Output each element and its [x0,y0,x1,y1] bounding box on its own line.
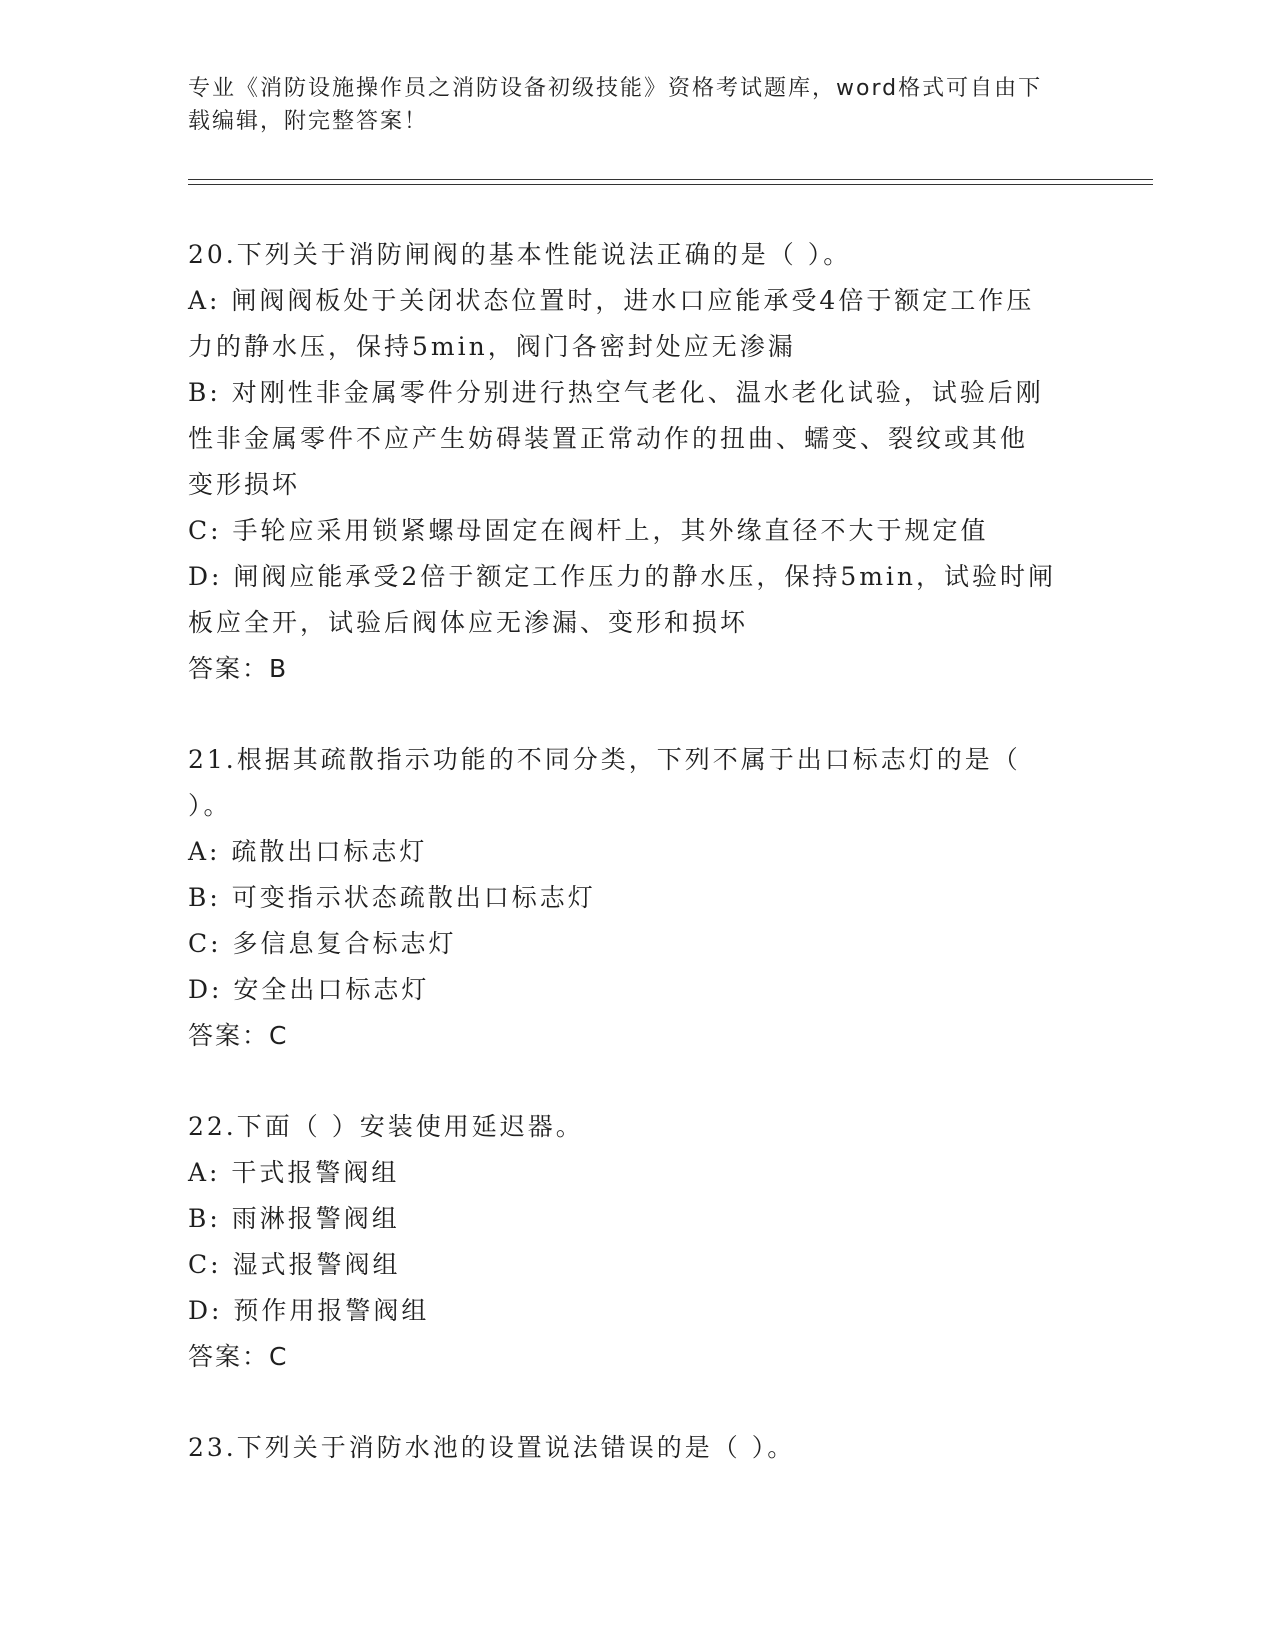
question-list [188,232,1078,1471]
option-a [188,278,1078,370]
option-text: C: 手轮应采用锁紧螺母固定在阀杆上，其外缘直径不大于规定值 [188,516,989,545]
option-a [188,829,1078,875]
option-text: 变形损坏 [188,470,301,499]
option-text: A: 疏散出口标志灯 [188,837,428,866]
option-text: 板应全开，试验后阀体应无渗漏、变形和损坏 [188,608,749,637]
option-text: C: 湿式报警阀组 [188,1250,401,1279]
header-divider-bottom [188,184,1153,185]
question-stem: 22.下面（ ）安装使用延迟器。 [188,1112,584,1141]
option-b [188,370,1078,508]
answer-line: 答案：C [188,1021,289,1050]
answer-line: 答案：B [188,654,289,683]
question-23 [188,1425,1078,1471]
question-stem: ）。 [188,791,232,820]
question-stem: 23.下列关于消防水池的设置说法错误的是（ ）。 [188,1433,796,1462]
option-text: D: 预作用报警阀组 [188,1296,430,1325]
option-c [188,921,1078,967]
option-c [188,508,1078,554]
question-stem: 20.下列关于消防闸阀的基本性能说法正确的是（ ）。 [188,240,852,269]
option-d [188,967,1078,1013]
header-line-1: 专业《消防设施操作员之消防设备初级技能》资格考试题库，word格式可自由下 [188,76,1043,101]
option-d [188,1288,1078,1334]
option-text: D: 安全出口标志灯 [188,975,430,1004]
option-text: B: 可变指示状态疏散出口标志灯 [188,883,596,912]
question-22 [188,1104,1078,1380]
option-text: A: 闸阀阀板处于关闭状态位置时，进水口应能承受4倍于额定工作压 [188,286,1035,315]
option-text: 性非金属零件不应产生妨碍装置正常动作的扭曲、蠕变、裂纹或其他 [188,424,1029,453]
answer-line: 答案：C [188,1342,289,1371]
option-text: 力的静水压，保持5min，阀门各密封处应无渗漏 [188,332,796,361]
option-b [188,1196,1078,1242]
question-21 [188,737,1078,1059]
option-text: A: 干式报警阀组 [188,1158,400,1187]
document-header [188,72,1088,138]
option-text: C: 多信息复合标志灯 [188,929,457,958]
option-c [188,1242,1078,1288]
header-divider-top [188,179,1153,180]
question-stem: 21.根据其疏散指示功能的不同分类，下列不属于出口标志灯的是（ [188,745,1021,774]
question-20 [188,232,1078,692]
option-b [188,875,1078,921]
option-a [188,1150,1078,1196]
header-line-2: 载编辑，附完整答案！ [188,109,429,134]
option-d [188,554,1078,646]
option-text: D: 闸阀应能承受2倍于额定工作压力的静水压，保持5min，试验时闸 [188,562,1057,591]
option-text: B: 雨淋报警阀组 [188,1204,400,1233]
option-text: B: 对刚性非金属零件分别进行热空气老化、温水老化试验，试验后刚 [188,378,1044,407]
